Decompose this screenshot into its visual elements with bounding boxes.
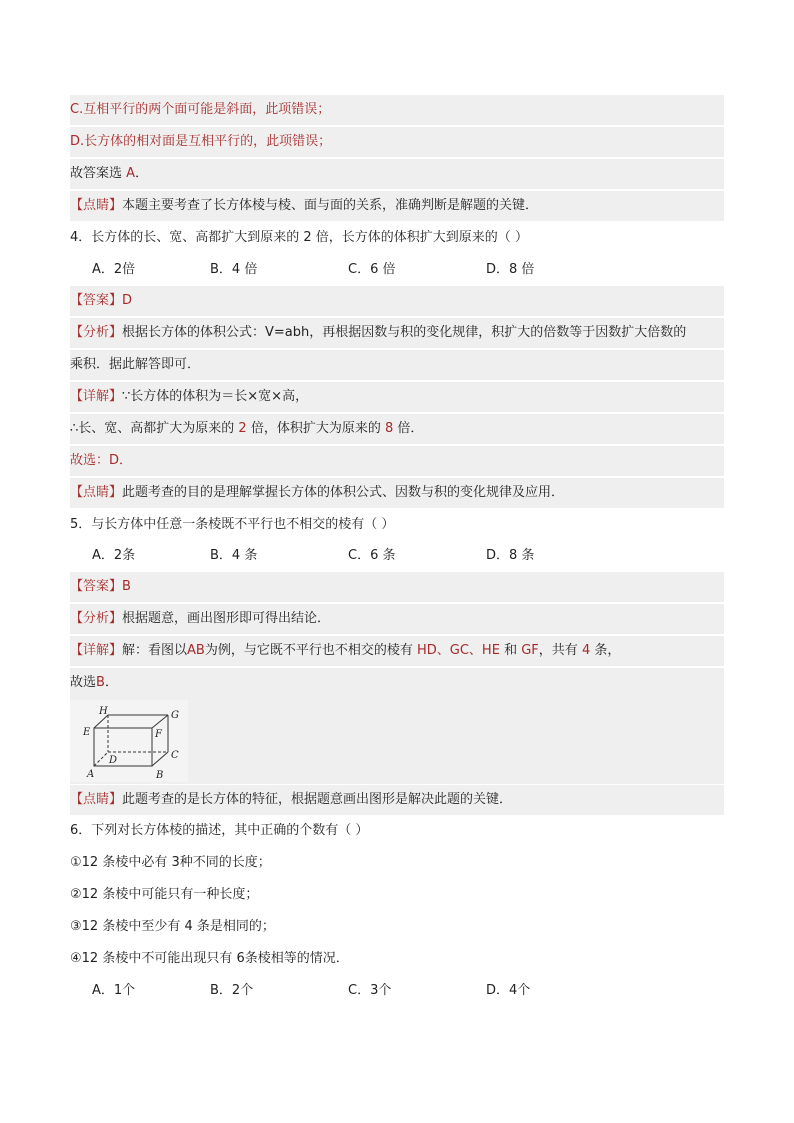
prev-option-d-note: D.长方体的相对面是互相平行的，此项错误；	[70, 127, 724, 157]
q6-item-4: ④12 条棱中不可能出现只有 6条棱相等的情况．	[70, 951, 349, 966]
detail-text: ∵长方体的体积为＝长×宽×高，	[122, 389, 309, 404]
detail-edge-ab: AB	[187, 643, 205, 658]
q5-answer-line	[70, 572, 724, 602]
answer-suffix: ．	[135, 166, 149, 181]
analysis-tag: 【分析】	[70, 611, 123, 626]
edge-fg	[152, 715, 168, 728]
q6-item-2: ②12 条棱中可能只有一种长度；	[70, 887, 259, 902]
answer-value: B	[122, 579, 131, 594]
q4-analysis-line1	[70, 318, 724, 348]
q4-option-b[interactable]: B．4 倍	[210, 262, 258, 277]
comment-tag: 【点睛】	[70, 198, 123, 213]
q5-detail-line	[70, 636, 724, 666]
detail-tag: 【详解】	[70, 643, 123, 658]
detail-value-b: 8	[385, 421, 394, 436]
detail-suffix: 倍．	[397, 421, 424, 436]
analysis-text: 根据长方体的体积公式：V=abh，再根据因数与积的变化规律，积扩大的倍数等于因数扩大倍数的	[122, 325, 687, 340]
label-d: D	[109, 755, 118, 766]
label-h: H	[99, 706, 108, 717]
q5-options	[92, 541, 746, 571]
detail-and: 和	[504, 643, 518, 658]
q4-comment-line	[70, 478, 724, 508]
choose-suffix: ．	[104, 675, 118, 690]
label-a: A	[87, 769, 95, 780]
q6-stem: 6．下列对长方体棱的描述，其中正确的个数有（ ）	[70, 823, 369, 838]
comment-text: 本题主要考查了长方体棱与棱、面与面的关系，准确判断是解题的关键．	[122, 198, 539, 213]
label-e: E	[83, 727, 91, 738]
q6-option-b[interactable]: B．2个	[210, 983, 254, 998]
front-face	[94, 728, 152, 766]
q6-item-1: ①12 条棱中必有 3种不同的长度；	[70, 855, 271, 870]
detail-value-a: 2	[238, 421, 247, 436]
answer-tag: 【答案】	[70, 293, 123, 308]
label-g: G	[171, 710, 179, 721]
q4-option-d[interactable]: D．8 倍	[486, 262, 535, 277]
detail-middle-2: ，共有	[538, 643, 578, 658]
q6-option-a[interactable]: A．1个	[92, 983, 136, 998]
q5-stem: 5．与长方体中任意一条棱既不平行也不相交的棱有（ ）	[70, 517, 395, 532]
q5-option-b[interactable]: B．4 条	[210, 548, 258, 563]
q6-option-d[interactable]: D．4个	[486, 983, 531, 998]
detail-tag: 【详解】	[70, 389, 123, 404]
comment-tag: 【点睛】	[70, 485, 123, 500]
prev-option-c-note: C.互相平行的两个面可能是斜面，此项错误；	[70, 95, 724, 125]
detail-edge-gf: GF	[521, 643, 539, 658]
q5-option-d[interactable]: D．8 条	[486, 548, 535, 563]
q4-choose-line: 故选：D．	[70, 446, 724, 476]
detail-middle: 倍，体积扩大为原来的	[250, 421, 381, 436]
analysis-tag: 【分析】	[70, 325, 123, 340]
q5-comment-line	[70, 785, 724, 815]
analysis-text: 根据题意，画出图形即可得出结论．	[122, 611, 331, 626]
detail-middle: 为例，与它既不平行也不相交的棱有	[204, 643, 413, 658]
detail-prefix: ∴长、宽、高都扩大为原来的	[70, 421, 235, 436]
answer-value: A	[126, 166, 136, 181]
q5-choose-line	[70, 668, 724, 698]
answer-tag: 【答案】	[70, 579, 123, 594]
q4-options	[92, 255, 746, 285]
detail-count: 4	[581, 643, 591, 658]
detail-suffix: 条，	[594, 643, 621, 658]
detail-edges: HD、GC、HE	[417, 643, 500, 658]
detail-prefix: 解：看图以	[122, 643, 188, 658]
answer-value: D	[122, 293, 133, 308]
comment-text: 此题考查的目的是理解掌握长方体的体积公式、因数与积的变化规律及应用．	[122, 485, 565, 500]
choose-prefix: 故选	[70, 675, 97, 690]
label-b: B	[156, 770, 164, 781]
cuboid-figure	[70, 700, 188, 782]
q5-option-c[interactable]: C．6 条	[348, 548, 396, 563]
q6-option-c[interactable]: C．3个	[348, 983, 392, 998]
comment-tag: 【点睛】	[70, 792, 123, 807]
q6-options	[92, 976, 746, 1006]
q4-stem: 4．长方体的长、宽、高都扩大到原来的 2 倍，长方体的体积扩大到原来的（ ）	[70, 230, 528, 245]
label-f: F	[155, 729, 162, 740]
q5-option-a[interactable]: A．2条	[92, 548, 136, 563]
prev-comment-line	[70, 191, 724, 221]
q4-detail-line1	[70, 382, 724, 412]
q6-item-3: ③12 条棱中至少有 4 条是相同的；	[70, 919, 275, 934]
q4-option-a[interactable]: A．2倍	[92, 262, 136, 277]
prev-answer-line	[70, 159, 724, 189]
answer-prefix: 故答案选	[70, 166, 123, 181]
comment-text: 此题考查的是长方体的特征，根据题意画出图形是解决此题的关键．	[122, 792, 513, 807]
q5-analysis-line	[70, 604, 724, 634]
q4-detail-line2	[70, 414, 724, 444]
q4-option-c[interactable]: C．6 倍	[348, 262, 396, 277]
edge-bc	[152, 752, 168, 766]
q4-answer-line	[70, 286, 724, 316]
cuboid-diagram	[70, 700, 188, 782]
q4-analysis-line2: 乘积．据此解答即可．	[70, 350, 724, 380]
edge-ad	[94, 752, 108, 766]
choose-value: B	[96, 675, 105, 690]
label-c: C	[171, 750, 179, 761]
